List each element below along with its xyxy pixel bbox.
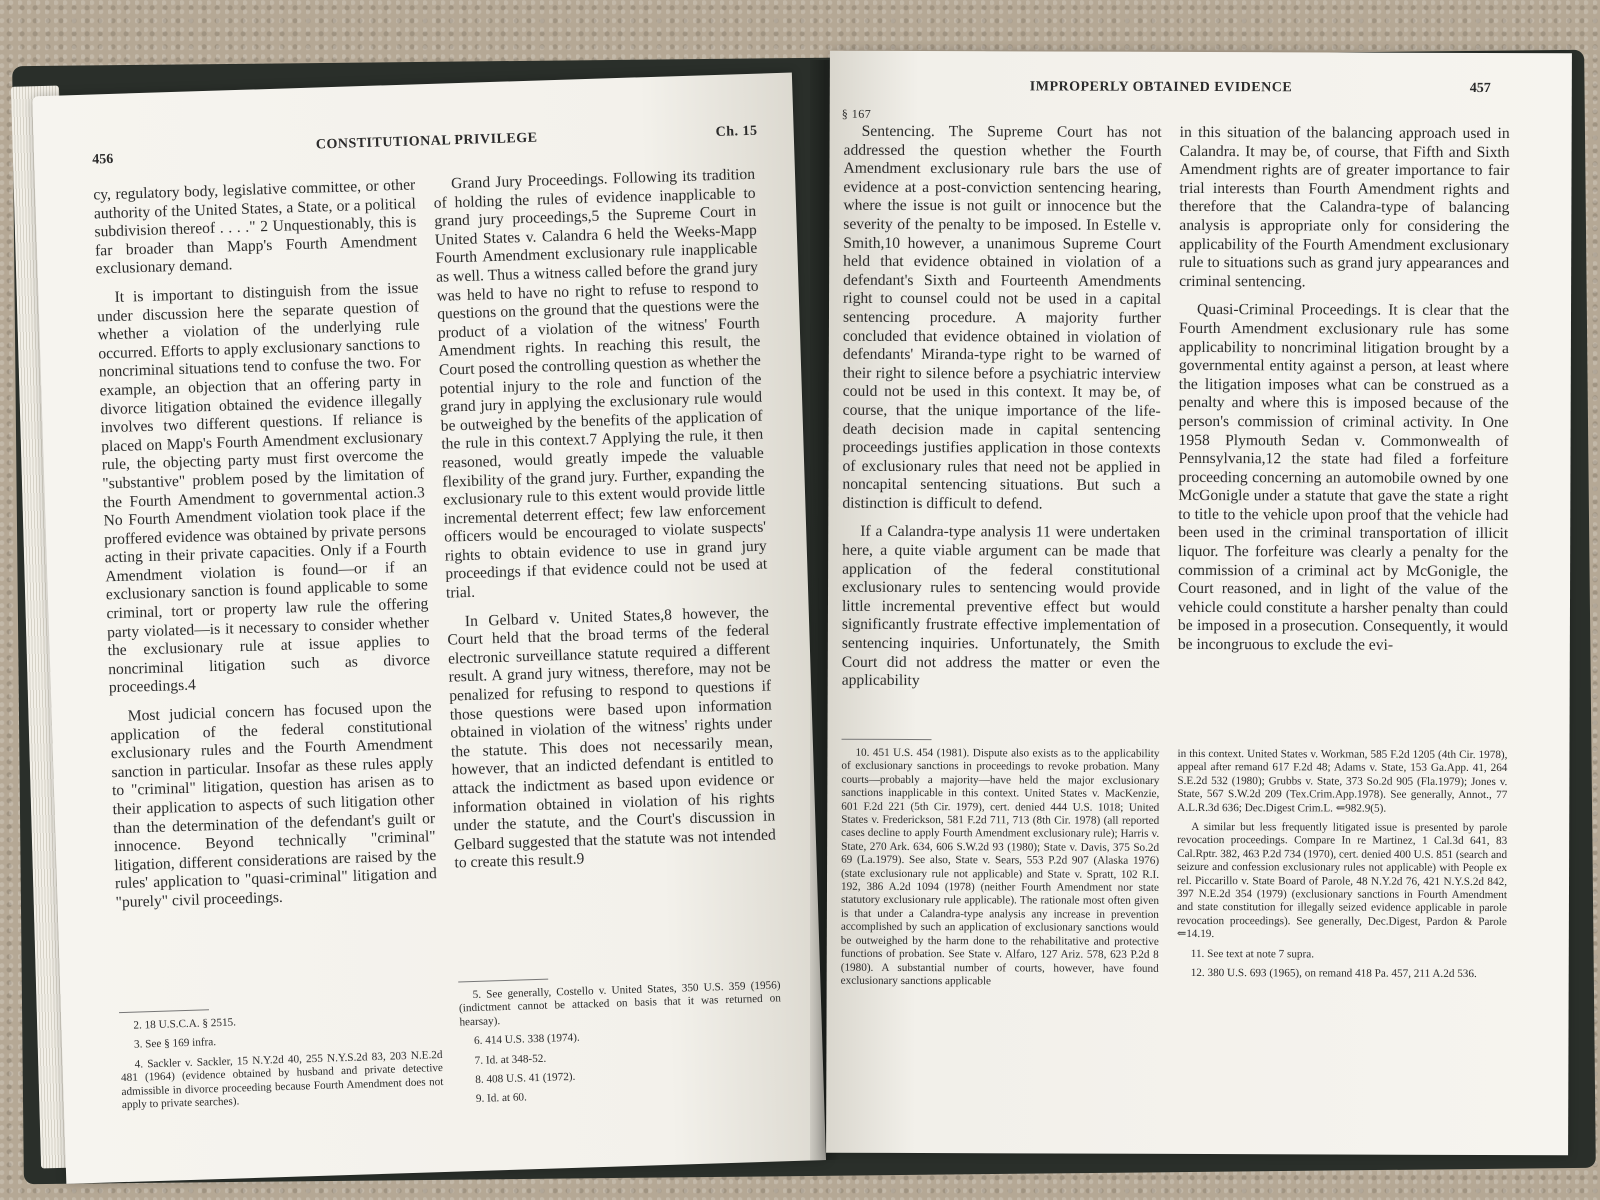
- footnote: 7. Id. at 348-52.: [474, 1052, 547, 1067]
- left-column-1: [93, 176, 438, 922]
- footnote: 2. 18 U.S.C.A. § 2515.: [133, 1016, 237, 1032]
- footnote: 12. 380 U.S. 693 (1965), on remand 418 Pa. 457, 211 A.2d 536.: [1190, 967, 1477, 981]
- left-page: [32, 73, 826, 1184]
- footnote-rule: [842, 739, 932, 740]
- footnote-rule: [119, 1009, 209, 1013]
- right-column-2: [1178, 124, 1510, 666]
- paragraph: It is important to distinguish from the issue under discussion here the separate question of whether a violation of the underlying rule occurred. Efforts to apply exclusionary sanctions to noncriminal situations tend to confuse the two. For example, an objection that an offering party in divorce litigation obtained the evidence illegally involves two different questions. If reliance is placed on Mapp's Fourth Amendment exclusionary rule, the objecting party must first overcome the "substantive" problem posed by the limitation of the Fourth Amendment to governmental action.3 No Fourth Amendment violation took place if the proffered evidence was obtained by private persons acting in their private capacities. Only if a Fourth Amendment violation is found—or if an exclusionary sanction is found applicable to some criminal, tort or property law rule the offering party violated—is it necessary to consider whether the exclusionary rule at issue applies to noncriminal litigation such as divorce proceedings.4: [96, 279, 431, 697]
- running-head: CONSTITUTIONAL PRIVILEGE: [315, 130, 538, 153]
- paragraph: Grand Jury Proceedings. Following its tradition of holding the rules of evidence inapplicable to grand jury proceedings,5 the Supreme Court in United States v. Calandra 6 held the Weeks-Mapp Fourth Amendment exclusionary rule inapplicable as well. Thus a witness called before the grand jury was held to have no right to refuse to respond to questions on the ground that the questions were the product of a violation of the witness' Fourth Amendment rights. In reaching this result, the Court posed the controlling question as whether the potential injury to the role and function of the grand jury in applying the exclusionary rule would be outweighed by the benefits of the application of the rule in this context.7 Applying the rule, it then reasoned, would greatly impede the valuable flexibility of the grand jury. Further, expanding the exclusionary rule to this extent would provide little incremental deterrent effect; few law enforcement officers would be encouraged to violate suspects' rights to obtain evidence to use in grand jury proceedings if that evidence could not be used at trial.: [433, 165, 768, 602]
- paragraph: In Gelbard v. United States,8 however, the Court held that the broad terms of the federal electronic surveillance statute required a different result. A grand jury witness, therefore, may not be penalized for refusing to respond to questions if those questions were based upon information obtained in violation of the witness' rights under the statute. This does not necessarily mean, however, that an indicted defendant is entitled to attack the indictment as based upon evidence or information obtained in violation of his rights under the statute, and the Court's discussion in Gelbard suggested that the statute was not intended to create this result.9: [447, 603, 777, 872]
- right-column-1: [842, 123, 1162, 702]
- footnote-rule: [458, 979, 548, 983]
- footnote: 8. 408 U.S. 41 (1972).: [475, 1070, 576, 1087]
- paragraph: Most judicial concern has focused upon the application of the federal constitutional exclusionary rules and the Fourth Amendment sanction in particular. Insofar as these rules apply to "criminal" litigation, question has arisen as to their application to aspects of such litigation other than the determination of the defendant's guilt or innocence. Beyond technically "criminal" litigation, different considerations are raised by the rules' application to "quasi-criminal" litigation and "purely" civil proceedings.: [110, 698, 438, 912]
- section-label: § 167: [841, 106, 872, 121]
- footnote: A similar but less frequently litigated issue is presented by parole revocation proceedings. Compare In re Martinez, 1 Cal.3d 641, 83 Cal.Rptr. 382, 463 P.2d 734 (1970), cert. denied 400 U.S. 851 (search and seizure and confession exclusionary rules not applicable) with People ex rel. Piccarillo v. State Board of Parole, 48 N.Y.2d 76, 421 N.Y.S.2d 842, 397 N.E.2d 354 (1979) (exclusionary sanctions in Fourth Amendment and state constitution for illegally seized evidence applicable in parole revocation proceedings). See generally, Dec.Digest, Pardon & Parole ⇐14.19.: [1176, 821, 1508, 941]
- footnote: 9. Id. at 60.: [475, 1091, 528, 1106]
- footnote: 3. See § 169 infra.: [133, 1036, 217, 1052]
- page-number: 456: [91, 151, 114, 168]
- right-footnotes-1: [841, 747, 1160, 995]
- footnote: 6. 414 U.S. 338 (1974).: [473, 1031, 580, 1048]
- right-page: [826, 51, 1572, 1156]
- left-footnotes-1: [119, 1010, 444, 1119]
- footnote: 5. See generally, Costello v. United States, 350 U.S. 359 (1956) (indictment cannot be attacked on basis that it was returned on hearsay).: [458, 979, 782, 1029]
- footnote: in this context. United States v. Workman, 585 F.2d 1205 (4th Cir. 1978), appeal after remand 617 F.2d 48; Adams v. State, 153 Ga.App. 41, 264 S.E.2d 532 (1980); Grubbs v. State, 373 So.2d 905 (Fla.1979); Jones v. State, 567 S.W.2d 209 (Tex.Crim.App.1978). See generally, Annot., 77 A.L.R.3d 636; Dec.Digest Crim.L. ⇐982.9(5).: [1177, 747, 1508, 815]
- footnote: 4. Sackler v. Sackler, 15 N.Y.2d 40, 255 N.Y.S.2d 83, 203 N.E.2d 481 (1964) (evidence obtained by husband and private detective admissible in divorce proceeding because Fourth Amendment does not apply to private searches).: [120, 1048, 444, 1112]
- left-column-2: [433, 166, 777, 884]
- paragraph: Sentencing. The Supreme Court has not addressed the question whether the Fourth Amendment exclusionary rule bars the use of evidence at a post-conviction sentencing hearing, where the issue is not guilt or innocence but the severity of the penalty to be imposed. In Estelle v. Smith,10 however, a unanimous Supreme Court held that evidence obtained in violation of a defendant's Sixth and Fourteenth Amendments right to counsel could not be used in a capital sentencing procedure. A majority further concluded that evidence obtained in violation of defendants' Miranda-type right to be warned of their right to silence before a psychiatric interview could not be used in this context. It may be, of course, that the unique importance of the life-death decision made in capital sentencing proceedings justifies application in those contexts of exclusionary rules that need not be applied in noncapital sentencing situations. But such a distinction is difficult to defend.: [842, 122, 1162, 513]
- paragraph: in this situation of the balancing approach used in Calandra. It may be, of course, that Fifth and Sixth Amendment rights are of greater importance to fair trial interests than Fourth Amendment rights and therefore that the Calandra-type of balancing analysis is appropriate only for considering the applicability of the Fourth Amendment exclusionary rule to situations such as grand jury appearances and criminal sentencing.: [1179, 123, 1510, 291]
- paragraph: If a Calandra-type analysis 11 were undertaken here, a quite viable argument can be made that application of the federal constitutional exclusionary rules to sentencing would provide little incremental preventive effect but would significantly frustrate effective implementation of sentencing inquiries. Unfortunately, the Smith Court did not address the matter or even the applicability: [841, 523, 1161, 690]
- footnote: 11. See text at note 7 supra.: [1190, 947, 1315, 961]
- footnote: 10. 451 U.S. 454 (1981). Dispute also exists as to the applicability of exclusionary sanctions in proceedings to revoke probation. Many courts—probably a majority—have held the major exclusionary sanctions inapplicable in this context. United States v. MacKenzie, 601 F.2d 221 (5th Cir. 1979), cert. denied 444 U.S. 1018; United States v. Frederickson, 581 F.2d 711, 713 (8th Cir. 1978) (all reported cases decline to apply Fourth Amendment exclusionary rule); Harris v. State, 270 Ark. 634, 606 S.W.2d 93 (1980); State v. Davis, 375 So.2d 69 (La.1979). See also, State v. Sears, 553 P.2d 907 (Alaska 1976) (state exclusionary rule not applicable) and State v. Spratt, 102 R.I. 192, 386 A.2d 1094 (1978) (neither Fourth Amendment nor state statutory exclusionary rule applicable). The rationale most often given is that under a Calandra-type analysis any increase in prevention accomplished by such an application of exclusionary sanctions would be outweighed by the harm done to the rehabilitative and protective functions of probation. See State v. Alfaro, 127 Ariz. 578, 623 P.2d 8 (1980). A substantial number of courts, however, have found exclusionary sanctions applicable: [840, 746, 1160, 988]
- paragraph: Quasi-Criminal Proceedings. It is clear that the Fourth Amendment exclusionary rule has some applicability to noncriminal litigation brought by a governmental entity against a person, at least where the litigation imposes what can be construed as a penalty and where this is imposed because of the person's commission of criminal activity. In One 1958 Plymouth Sedan v. Commonwealth of Pennsylvania,12 the state had filed a forfeiture proceeding concerning an automobile owned by one McGonigle under a statute that gave the state a right to title to the vehicle upon proof that the vehicle had been used in the criminal transportation of illicit liquor. The forfeiture was clearly a penalty for the commission of a criminal act by McGonigle, the Court reasoned, and in light of the value of the vehicle could constitute a harsher penalty than could be imposed in a prosecution. Consequently, it would be incongruous to exclude the evi-: [1177, 301, 1510, 654]
- paragraph: cy, regulatory body, legislative committee, or other authority of the United States, a State, or a political subdivision thereof . . . ." 2 Unquestionably, this is far broader than Mapp's Fourth Amendment exclusionary demand.: [93, 176, 418, 278]
- left-footnotes-2: [458, 979, 784, 1113]
- page-number: 457: [1469, 80, 1491, 97]
- chapter-label: Ch. 15: [715, 123, 758, 140]
- running-head: IMPROPERLY OBTAINED EVIDENCE: [1029, 79, 1293, 96]
- right-footnotes-2: [1177, 748, 1508, 988]
